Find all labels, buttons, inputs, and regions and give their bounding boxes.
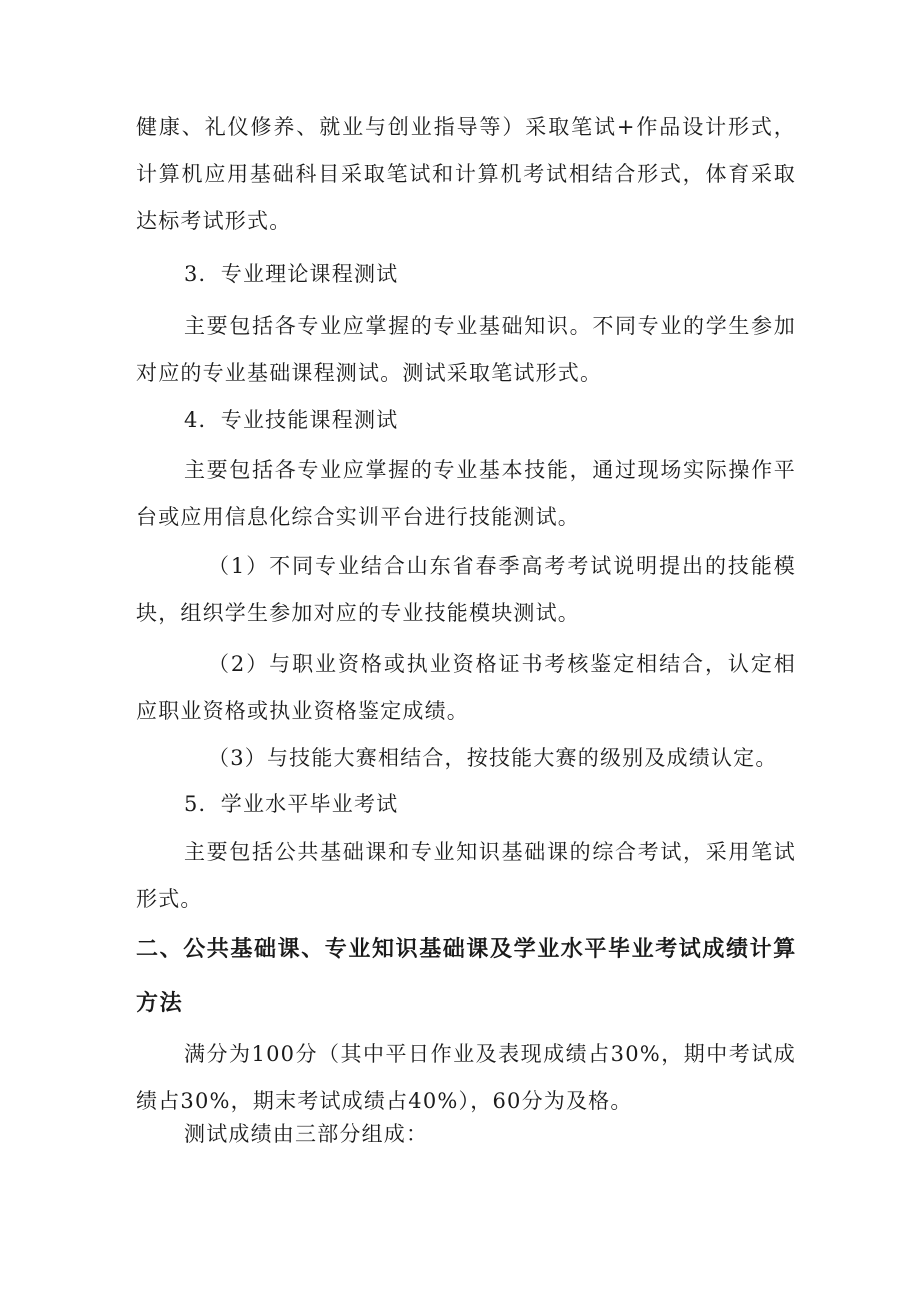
paragraph-theory-test: 主要包括各专业应掌握的专业基础知识。不同专业的学生参加对应的专业基础课程测试。测试采取笔试形式。 [136,314,796,385]
sub-item-1: （1）不同专业结合山东省春季高考考试说明提出的技能模块，组织学生参加对应的专业技能模块测试。 [136,554,796,625]
item-heading-5: 5．学业水平毕业考试 [184,792,399,816]
paragraph-assessment-forms: 健康、礼仪修养、就业与创业指导等）采取笔试+作品设计形式，计算机应用基础科目采取笔试和计算机考试相结合形式，体育采取达标考试形式。 [136,115,796,233]
sub-item-2: （2）与职业资格或执业资格证书考核鉴定相结合，认定相应职业资格或执业资格鉴定成绩。 [136,652,796,723]
section-heading: 二、公共基础课、专业知识基础课及学业水平毕业考试成绩计算方法 [136,937,797,1016]
paragraph-graduation-exam: 主要包括公共基础课和专业知识基础课的综合考试，采用笔试形式。 [136,840,796,911]
paragraph-score-breakdown: 满分为100分（其中平日作业及表现成绩占30%，期中考试成绩占30%，期末考试成绩占40%），60分为及格。 [136,1042,796,1113]
item-heading-4: 4．专业技能课程测试 [184,408,399,432]
item-heading-3: 3．专业理论课程测试 [184,262,399,286]
paragraph-skill-test: 主要包括各专业应掌握的专业基本技能，通过现场实际操作平台或应用信息化综合实训平台进行技能测试。 [136,458,796,529]
paragraph-score-composition: 测试成绩由三部分组成： [184,1122,429,1146]
sub-item-3: （3）与技能大赛相结合，按技能大赛的级别及成绩认定。 [208,746,778,770]
